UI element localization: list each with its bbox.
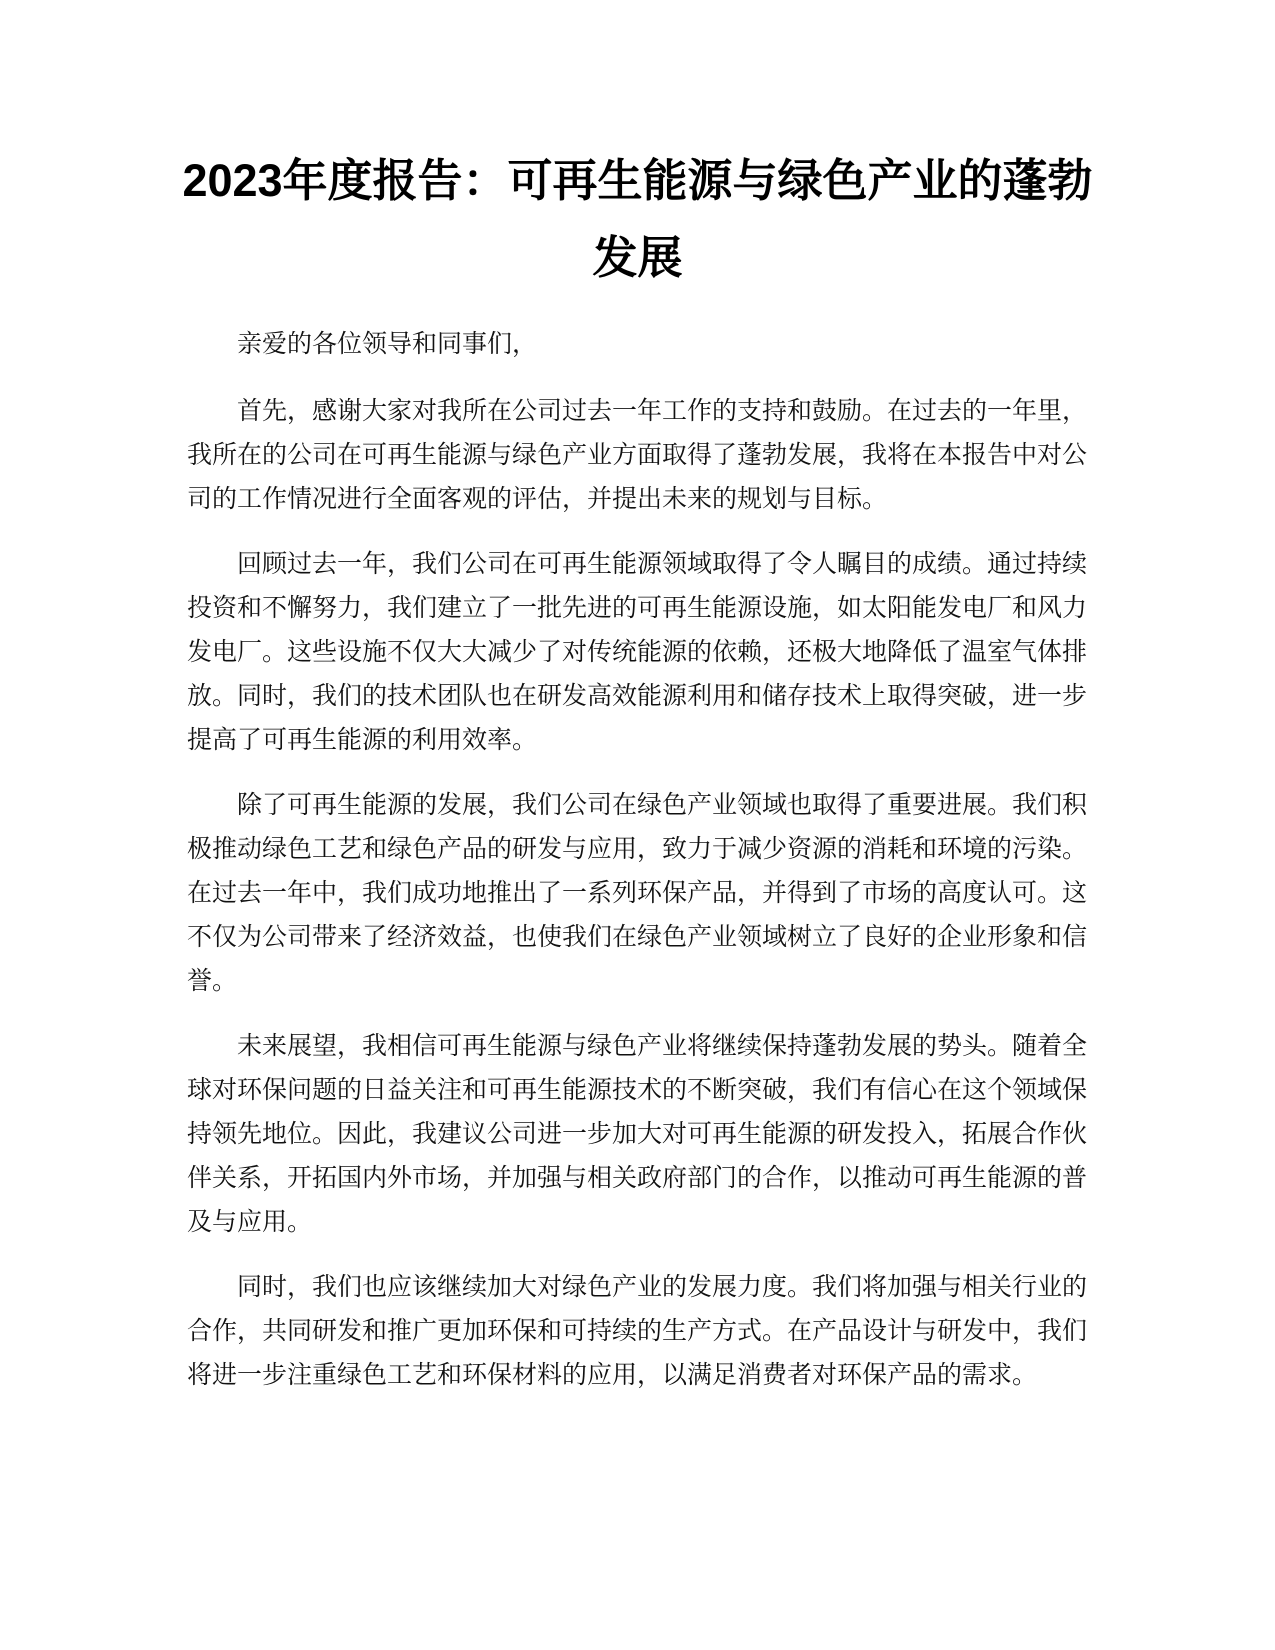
paragraph-intro: 首先，感谢大家对我所在公司过去一年工作的支持和鼓励。在过去的一年里，我所在的公司在可再生能源与绿色产业方面取得了蓬勃发展，我将在本报告中对公司的工作情况进行全面客观的评估，并提出未来的规划与目标。 xyxy=(187,396,1088,513)
paragraph-outlook: 未来展望，我相信可再生能源与绿色产业将继续保持蓬勃发展的势头。随着全球对环保问题的日益关注和可再生能源技术的不断突破，我们有信心在这个领域保持领先地位。因此，我建议公司进一步加大对可再生能源的研发投入，拓展合作伙伴关系，开拓国内外市场，并加强与相关政府部门的合作，以推动可再生能源的普及与应用。 xyxy=(187,1031,1088,1236)
paragraph-renewable-review: 回顾过去一年，我们公司在可再生能源领域取得了令人瞩目的成绩。通过持续投资和不懈努力，我们建立了一批先进的可再生能源设施，如太阳能发电厂和风力发电厂。这些设施不仅大大减少了对传统能源的依赖，还极大地降低了温室气体排放。同时，我们的技术团队也在研发高效能源利用和储存技术上取得突破，进一步提高了可再生能源的利用效率。 xyxy=(187,549,1088,754)
document-title: 2023年度报告：可再生能源与绿色产业的蓬勃发展 xyxy=(182,155,1093,283)
salutation: 亲爱的各位领导和同事们， xyxy=(237,329,538,358)
document-body xyxy=(187,322,1087,1418)
paragraph-green-development: 同时，我们也应该继续加大对绿色产业的发展力度。我们将加强与相关行业的合作，共同研发和推广更加环保和可持续的生产方式。在产品设计与研发中，我们将进一步注重绿色工艺和环保材料的应用，以满足消费者对环保产品的需求。 xyxy=(187,1272,1088,1389)
paragraph-green-industry: 除了可再生能源的发展，我们公司在绿色产业领域也取得了重要进展。我们积极推动绿色工艺和绿色产品的研发与应用，致力于减少资源的消耗和环境的污染。在过去一年中，我们成功地推出了一系列环保产品，并得到了市场的高度认可。这不仅为公司带来了经济效益，也使我们在绿色产业领域树立了良好的企业形象和信誉。 xyxy=(187,790,1088,995)
